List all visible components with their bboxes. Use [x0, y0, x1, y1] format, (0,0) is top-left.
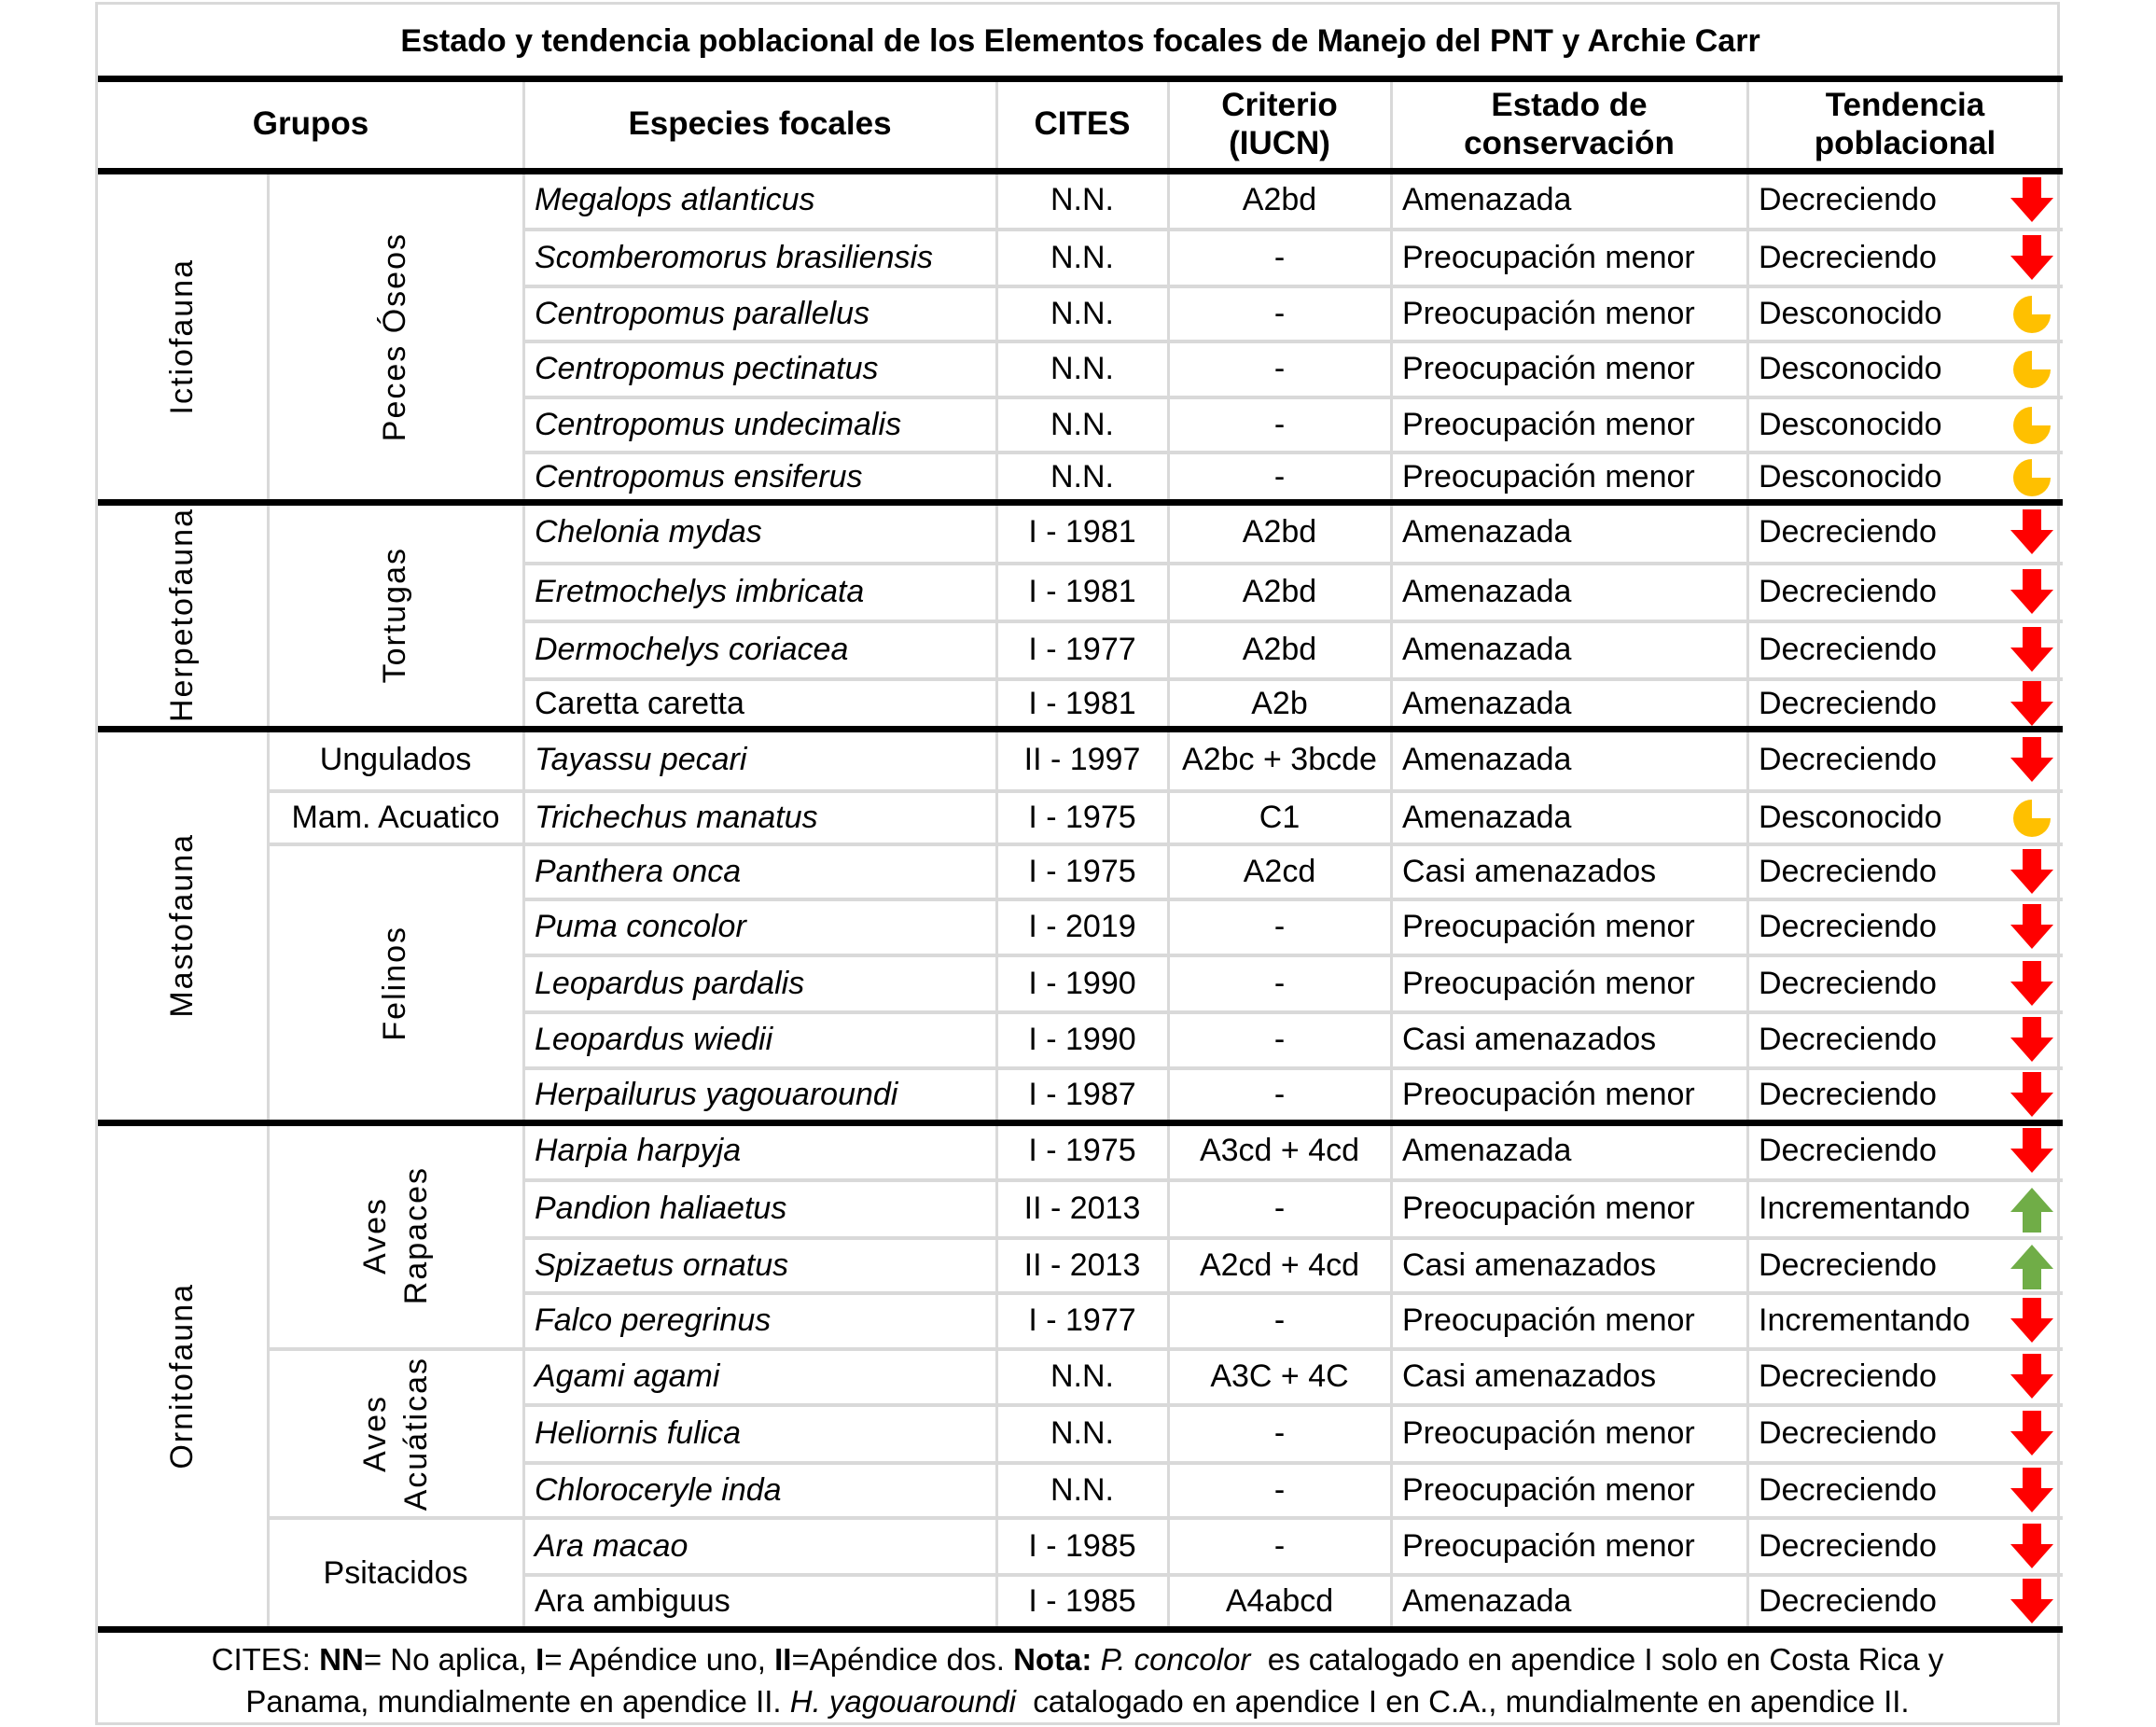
arrow-down-icon	[2010, 569, 2053, 616]
species-name: Puma concolor	[535, 909, 746, 945]
subgroup-label: Peces Óseos	[377, 231, 413, 442]
estado-value: Amenazada	[1402, 1583, 1572, 1620]
column-divider	[1167, 78, 1170, 1629]
table-title: Estado y tendencia poblacional de los Elementos focales de Manejo del PNT y Archie Carr	[400, 22, 1760, 59]
pie-chart-icon	[2010, 454, 2053, 501]
pie-chart-icon	[2010, 402, 2053, 449]
estado-value: Amenazada	[1402, 685, 1572, 721]
species-name: Pandion haliaetus	[535, 1191, 787, 1227]
arrow-down-icon	[2010, 235, 2053, 282]
estado-value: Casi amenazados	[1402, 853, 1657, 889]
cites-value: N.N.	[1050, 295, 1114, 331]
tendencia-value: Decreciendo	[1759, 741, 1937, 777]
tendencia-value: Decreciendo	[1759, 685, 1937, 721]
row-divider	[523, 1461, 2063, 1465]
estado-value: Amenazada	[1402, 574, 1572, 610]
subgroup-felinos	[268, 844, 523, 1122]
criterio-value: -	[1273, 1191, 1286, 1227]
criterio-value: A2cd + 4cd	[1199, 1247, 1360, 1283]
group-label: Herpetofauna	[164, 508, 201, 723]
header-tendencia-line1: Tendencia	[1825, 87, 1985, 124]
footnote-bold: II	[774, 1642, 792, 1677]
estado-value: Amenazada	[1402, 799, 1572, 835]
footnote-text: es catalogado en apendice I solo en Costa Rica y	[1250, 1642, 1944, 1677]
estado-value: Amenazada	[1402, 514, 1572, 550]
footnote-text: = Apéndice uno,	[544, 1642, 775, 1677]
estado-value: Preocupación menor	[1402, 458, 1695, 494]
species-name: Ara ambiguus	[535, 1583, 730, 1620]
criterio-value: -	[1273, 351, 1286, 387]
criterio-value: -	[1273, 406, 1286, 442]
cites-value: I - 1981	[1028, 574, 1136, 610]
footnote-bold: Nota:	[1013, 1642, 1092, 1677]
pie-chart-icon	[2010, 346, 2053, 393]
species-name: Falco peregrinus	[535, 1302, 772, 1339]
species-name: Dermochelys coriacea	[535, 632, 849, 668]
footnote-bold: I	[536, 1642, 545, 1677]
column-divider	[995, 78, 998, 1629]
estado-value: Preocupación menor	[1402, 1077, 1695, 1113]
criterio-value: -	[1273, 458, 1286, 494]
tendencia-value: Decreciendo	[1759, 1415, 1937, 1452]
species-name: Herpailurus yagouaroundi	[535, 1077, 898, 1113]
header-estado-line2: conservación	[1464, 124, 1675, 161]
arrow-down-icon	[2010, 681, 2053, 728]
subgroup-divider	[268, 1347, 523, 1351]
row-divider	[523, 228, 2063, 231]
footnote-text: = No aplica,	[363, 1642, 536, 1677]
section-rule	[98, 76, 2063, 82]
header-criterio-line2: (IUCN)	[1229, 124, 1330, 161]
criterio-value: A3cd + 4cd	[1199, 1133, 1360, 1169]
tendencia-value: Decreciendo	[1759, 574, 1937, 610]
arrow-down-icon	[2010, 1128, 2053, 1175]
header-estado-conservacion	[1391, 78, 1747, 171]
subgroup-divider	[268, 1516, 523, 1520]
criterio-value: -	[1273, 295, 1286, 331]
arrow-down-icon	[2010, 627, 2053, 674]
column-divider	[267, 171, 270, 1629]
criterio-value: A2b	[1251, 685, 1308, 721]
row-divider	[523, 1178, 2063, 1182]
tendencia-value: Decreciendo	[1759, 853, 1937, 889]
group-label: Ornitofauna	[164, 1282, 201, 1469]
species-name: Eretmochelys imbricata	[535, 574, 865, 610]
group-ornitofauna	[98, 1122, 268, 1629]
cites-value: I - 1990	[1028, 965, 1136, 1001]
subgroup-tortugas	[268, 502, 523, 729]
subgroup-divider	[268, 843, 523, 846]
species-name: Megalops atlanticus	[535, 182, 815, 218]
footnote-line-2	[98, 1679, 2057, 1724]
cites-value: I - 1985	[1028, 1527, 1136, 1564]
criterio-value: -	[1273, 909, 1286, 945]
tendencia-value: Desconocido	[1759, 351, 1942, 387]
subgroup-aves-rapaces	[268, 1122, 523, 1349]
header-especies-focales: Especies focales	[628, 105, 892, 143]
species-name: Centropomus undecimalis	[535, 406, 902, 442]
header-estado-line1: Estado de	[1491, 87, 1648, 124]
arrow-down-icon	[2010, 1072, 2053, 1119]
tendencia-value: Desconocido	[1759, 458, 1942, 494]
criterio-value: -	[1273, 239, 1286, 275]
row-divider	[523, 1066, 2063, 1070]
row-divider	[523, 1347, 2063, 1351]
header-criterio-line1: Criterio	[1221, 87, 1338, 124]
arrow-down-icon	[2010, 1298, 2053, 1344]
criterio-value: A4abcd	[1225, 1583, 1334, 1620]
cites-value: N.N.	[1050, 182, 1114, 218]
subgroup-peces-oseos	[268, 172, 523, 502]
estado-value: Casi amenazados	[1402, 1022, 1657, 1058]
arrow-down-icon	[2010, 961, 2053, 1008]
arrow-down-icon	[2010, 849, 2053, 896]
column-divider	[1746, 78, 1749, 1629]
row-divider	[523, 451, 2063, 454]
estado-value: Preocupación menor	[1402, 295, 1695, 331]
tendencia-value: Decreciendo	[1759, 1022, 1937, 1058]
tendencia-value: Decreciendo	[1759, 632, 1937, 668]
tendencia-value: Desconocido	[1759, 295, 1942, 331]
estado-value: Preocupación menor	[1402, 1471, 1695, 1508]
subgroup-aves-acuaticas	[268, 1349, 523, 1518]
header-criterio-iucn	[1168, 78, 1391, 171]
subgroup-label-line1: Aves	[357, 1197, 393, 1274]
species-name: Caretta caretta	[535, 685, 744, 721]
arrow-down-icon	[2010, 1579, 2053, 1625]
tendencia-value: Decreciendo	[1759, 182, 1937, 218]
footnote-text: Panama, mundialmente en apendice II.	[245, 1684, 790, 1719]
subgroup-psitacidos: Psitacidos	[323, 1554, 468, 1591]
species-name: Agami agami	[535, 1358, 720, 1395]
species-name: Leopardus pardalis	[535, 965, 805, 1001]
subgroup-divider	[268, 789, 523, 793]
footnote-bold: NN	[319, 1642, 364, 1677]
subgroup-label-line1: Aves	[357, 1395, 393, 1472]
tendencia-value: Decreciendo	[1759, 909, 1937, 945]
cites-value: N.N.	[1050, 1471, 1114, 1508]
footnote-text	[1092, 1642, 1100, 1677]
cites-value: I - 1975	[1028, 853, 1136, 889]
criterio-value: A2bd	[1242, 632, 1317, 668]
row-divider	[523, 1236, 2063, 1240]
estado-value: Amenazada	[1402, 741, 1572, 777]
section-rule	[98, 168, 2063, 174]
species-name: Chelonia mydas	[535, 514, 762, 550]
species-status-table	[95, 2, 2060, 1725]
row-divider	[523, 1516, 2063, 1520]
cites-value: I - 1990	[1028, 1022, 1136, 1058]
cites-value: N.N.	[1050, 351, 1114, 387]
criterio-value: A2bd	[1242, 574, 1317, 610]
tendencia-value: Incrementando	[1759, 1191, 1970, 1227]
row-divider	[523, 1573, 2063, 1577]
species-name: Leopardus wiedii	[535, 1022, 773, 1058]
criterio-value: -	[1273, 1022, 1286, 1058]
column-divider	[522, 78, 525, 1629]
group-herpetofauna	[98, 502, 268, 729]
pie-chart-icon	[2010, 291, 2053, 338]
group-label: Mastofauna	[164, 833, 201, 1018]
cites-value: N.N.	[1050, 239, 1114, 275]
arrow-down-icon	[2010, 1017, 2053, 1064]
subgroup-label: Tortugas	[377, 547, 413, 684]
tendencia-value: Desconocido	[1759, 406, 1942, 442]
row-divider	[523, 843, 2063, 846]
estado-value: Preocupación menor	[1402, 965, 1695, 1001]
species-name: Trichechus manatus	[535, 799, 818, 835]
subgroup-mam-acuatico: Mam. Acuatico	[291, 799, 500, 835]
tendencia-value: Decreciendo	[1759, 1471, 1937, 1508]
header-cites: CITES	[1034, 105, 1131, 143]
estado-value: Preocupación menor	[1402, 1302, 1695, 1339]
row-divider	[523, 620, 2063, 623]
cites-value: II - 1997	[1023, 741, 1141, 777]
estado-value: Preocupación menor	[1402, 1415, 1695, 1452]
row-divider	[523, 1291, 2063, 1295]
cites-value: N.N.	[1050, 458, 1114, 494]
species-name: Scomberomorus brasiliensis	[535, 239, 934, 275]
tendencia-value: Decreciendo	[1759, 1247, 1937, 1283]
arrow-down-icon	[2010, 177, 2053, 224]
criterio-value: A2bc + 3bcde	[1182, 741, 1377, 777]
cites-value: II - 2013	[1023, 1191, 1141, 1227]
cites-value: I - 1977	[1028, 1302, 1136, 1339]
cites-value: I - 1977	[1028, 632, 1136, 668]
estado-value: Amenazada	[1402, 1133, 1572, 1169]
header-tendencia-poblacional	[1747, 78, 2063, 171]
arrow-up-icon	[2010, 1186, 2053, 1233]
row-divider	[523, 396, 2063, 399]
criterio-value: A3C + 4C	[1210, 1358, 1349, 1395]
row-divider	[523, 954, 2063, 957]
cites-value: N.N.	[1050, 1415, 1114, 1452]
row-divider	[523, 677, 2063, 681]
estado-value: Preocupación menor	[1402, 406, 1695, 442]
subgroup-label-line2: Rapaces	[398, 1166, 434, 1305]
header-tendencia-line2: poblacional	[1814, 124, 1996, 161]
estado-value: Preocupación menor	[1402, 239, 1695, 275]
arrow-down-icon	[2010, 904, 2053, 951]
subgroup-label: Felinos	[377, 926, 413, 1041]
species-name: Centropomus pectinatus	[535, 351, 879, 387]
criterio-value: -	[1273, 1527, 1286, 1564]
estado-value: Casi amenazados	[1402, 1247, 1657, 1283]
estado-value: Preocupación menor	[1402, 1527, 1695, 1564]
criterio-value: -	[1273, 965, 1286, 1001]
arrow-down-icon	[2010, 1524, 2053, 1570]
criterio-value: A2bd	[1242, 182, 1317, 218]
section-rule	[98, 1120, 2063, 1126]
tendencia-value: Decreciendo	[1759, 239, 1937, 275]
column-divider	[1390, 78, 1393, 1629]
estado-value: Amenazada	[1402, 182, 1572, 218]
tendencia-value: Incrementando	[1759, 1302, 1970, 1339]
tendencia-value: Decreciendo	[1759, 1077, 1937, 1113]
cites-value: N.N.	[1050, 1358, 1114, 1395]
section-rule	[98, 499, 2063, 506]
row-divider	[523, 789, 2063, 793]
cites-value: I - 1987	[1028, 1077, 1136, 1113]
criterio-value: A2cd	[1243, 853, 1316, 889]
cites-value: I - 2019	[1028, 909, 1136, 945]
cites-value: I - 1975	[1028, 1133, 1136, 1169]
footnote-line-1	[98, 1637, 2057, 1682]
cites-value: I - 1981	[1028, 514, 1136, 550]
group-ictiofauna	[98, 172, 268, 502]
row-divider	[523, 898, 2063, 901]
row-divider	[523, 562, 2063, 565]
subgroup-label-line2: Acuáticas	[398, 1356, 434, 1511]
cites-value: I - 1981	[1028, 685, 1136, 721]
group-label: Ictiofauna	[164, 258, 201, 415]
criterio-value: -	[1273, 1471, 1286, 1508]
tendencia-value: Decreciendo	[1759, 1583, 1937, 1620]
row-divider	[523, 1010, 2063, 1014]
subgroup-ungulados: Ungulados	[319, 741, 472, 777]
footnote-italic: H. yagouaroundi	[789, 1684, 1016, 1719]
arrow-up-icon	[2010, 1243, 2053, 1289]
footnote-text: =Apéndice dos.	[791, 1642, 1014, 1677]
arrow-down-icon	[2010, 1411, 2053, 1457]
species-name: Centropomus parallelus	[535, 295, 870, 331]
cites-value: N.N.	[1050, 406, 1114, 442]
tendencia-value: Decreciendo	[1759, 1527, 1937, 1564]
tendencia-value: Decreciendo	[1759, 965, 1937, 1001]
species-name: Heliornis fulica	[535, 1415, 742, 1452]
criterio-value: -	[1273, 1415, 1286, 1452]
species-name: Harpia harpyja	[535, 1133, 742, 1169]
estado-value: Preocupación menor	[1402, 1191, 1695, 1227]
row-divider	[523, 285, 2063, 288]
criterio-value: A2bd	[1242, 514, 1317, 550]
footnote-italic: P. concolor	[1100, 1642, 1251, 1677]
arrow-down-icon	[2010, 737, 2053, 784]
cites-value: II - 2013	[1023, 1247, 1141, 1283]
species-name: Centropomus ensiferus	[535, 458, 863, 494]
estado-value: Amenazada	[1402, 632, 1572, 668]
species-name: Ara macao	[535, 1527, 689, 1564]
pie-chart-icon	[2010, 795, 2053, 842]
footnote-text: catalogado en apendice I en C.A., mundialmente en apendice II.	[1015, 1684, 1910, 1719]
footnote-text: CITES:	[211, 1642, 320, 1677]
tendencia-value: Decreciendo	[1759, 1358, 1937, 1395]
estado-value: Casi amenazados	[1402, 1358, 1657, 1395]
species-name: Chloroceryle inda	[535, 1471, 782, 1508]
cites-value: I - 1975	[1028, 799, 1136, 835]
species-name: Spizaetus ornatus	[535, 1247, 789, 1283]
row-divider	[523, 340, 2063, 343]
arrow-down-icon	[2010, 1468, 2053, 1514]
tendencia-value: Decreciendo	[1759, 514, 1937, 550]
criterio-value: -	[1273, 1077, 1286, 1113]
header-grupos: Grupos	[252, 105, 369, 143]
arrow-down-icon	[2010, 509, 2053, 556]
tendencia-value: Desconocido	[1759, 799, 1942, 835]
group-mastofauna	[98, 729, 268, 1122]
criterio-value: C1	[1259, 799, 1301, 835]
arrow-down-icon	[2010, 1354, 2053, 1400]
estado-value: Preocupación menor	[1402, 909, 1695, 945]
species-name: Panthera onca	[535, 853, 742, 889]
section-rule	[98, 726, 2063, 732]
tendencia-value: Decreciendo	[1759, 1133, 1937, 1169]
species-name: Tayassu pecari	[535, 741, 747, 777]
criterio-value: -	[1273, 1302, 1286, 1339]
section-rule	[98, 1626, 2063, 1633]
row-divider	[523, 1403, 2063, 1407]
estado-value: Preocupación menor	[1402, 351, 1695, 387]
cites-value: I - 1985	[1028, 1583, 1136, 1620]
